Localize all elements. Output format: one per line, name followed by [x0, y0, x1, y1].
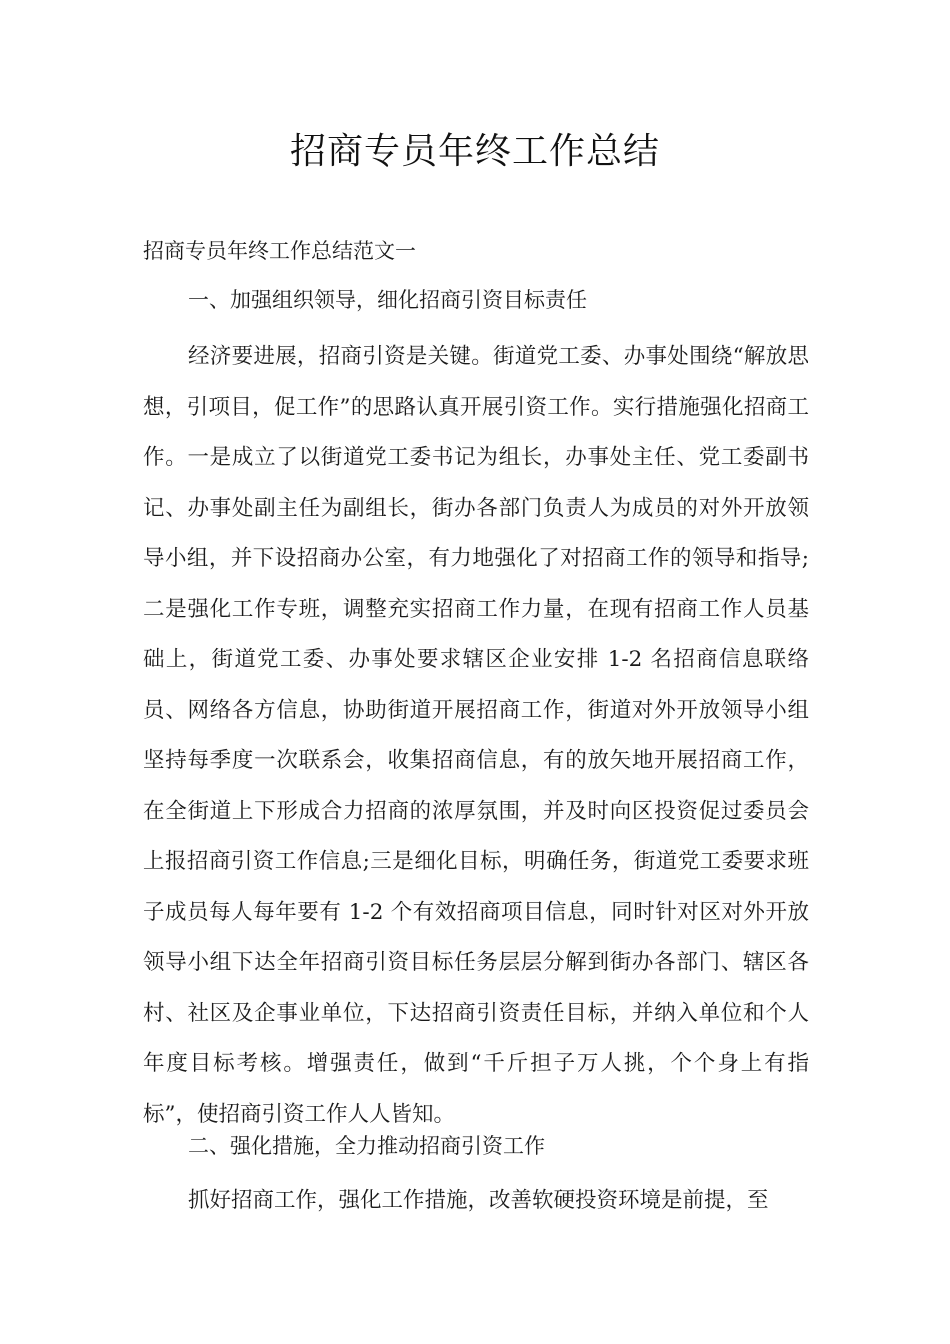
section-2-heading: 二、强化措施，全力推动招商引资工作 [188, 1134, 545, 1158]
section-2-paragraph: 抓好招商工作，强化工作措施，改善软硬投资环境是前提，至 [188, 1188, 769, 1213]
section-1-heading: 一、加强组织领导，细化招商引资目标责任 [188, 288, 587, 312]
document-subtitle: 招商专员年终工作总结范文一 [143, 239, 416, 263]
section-1-paragraph: 经济要进展，招商引资是关键。街道党工委、办事处围绕“解放思想，引项目，促工作”的思路认真开展引资工作。实行措施强化招商工作。一是成立了以街道党工委书记为组长，办事处主任、党工委副书记、办事处副主任为副组长，街办各部门负责人为成员的对外开放领导小组，并下设招商办公室，有力地强化了对招商工作的领导和指导;二是强化工作专班，调整充实招商工作力量，在现有招商工作人员基础上，街道党工委、办事处要求辖区企业安排 1-2 名招商信息联络员、网络各方信息，协助街道开展招商工作，街道对外开放领导小组坚持每季度一次联系会，收集招商信息，有的放矢地开展招商工作，在全街道上下形成合力招商的浓厚氛围，并及时向区投资促过委员会上报招商引资工作信息;三是细化目标，明确任务，街道党工委要求班子成员每人每年要有 1-2 个有效招商项目信息，同时针对区对外开放领导小组下达全年招商引资目标任务层层分解到街办各部门、辖区各村、社区及企事业单位，下达招商引资责任目标，并纳入单位和个人年度目标考核。增强责任，做到“千斤担子万人挑，个个身上有指标”，使招商引资工作人人皆知。 [143, 344, 809, 1127]
document-title: 招商专员年终工作总结 [289, 131, 660, 172]
